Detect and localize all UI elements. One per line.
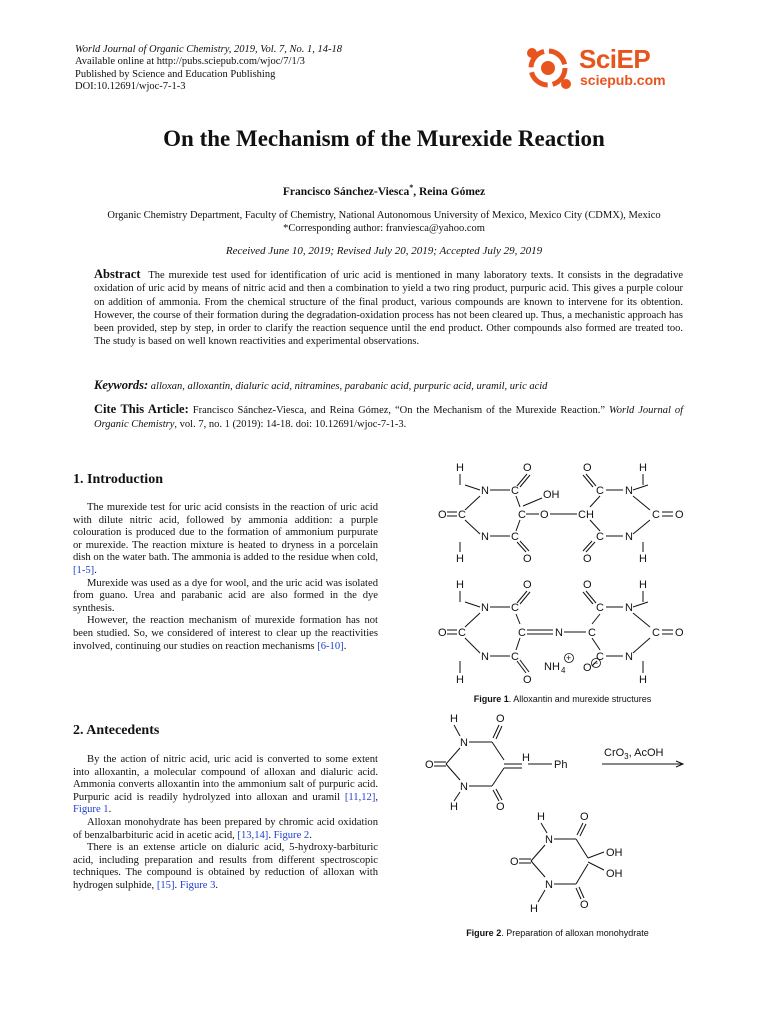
keywords-text: alloxan, alloxantin, dialuric acid, nitramines, parabanic acid, purpuric acid, uramil, uric acid bbox=[150, 381, 548, 392]
atom-label: O bbox=[425, 759, 434, 771]
keywords-label: Keywords: bbox=[94, 378, 149, 392]
section-2-heading: 2. Antecedents bbox=[73, 723, 160, 738]
publisher-line: Published by Science and Education Publishing bbox=[75, 68, 276, 80]
atom-label: O bbox=[583, 662, 592, 674]
atom-label: O bbox=[523, 553, 532, 565]
paragraph-text: Alloxan monohydrate has been prepared by chromic acid oxidation of benzalbarbituric acid in acetic acid, bbox=[73, 816, 378, 841]
atom-label: O bbox=[438, 627, 447, 639]
cite-label: Cite This Article: bbox=[94, 402, 189, 416]
abstract bbox=[94, 268, 683, 349]
atom-label: OH bbox=[606, 868, 623, 880]
reference-link[interactable]: [13,14] bbox=[237, 829, 269, 841]
logo-url[interactable]: sciepub.com bbox=[580, 72, 666, 88]
atom-label: OH bbox=[543, 489, 560, 501]
atom-label: H bbox=[456, 462, 464, 474]
atom-label: O bbox=[583, 553, 592, 565]
atom-label: N bbox=[460, 737, 468, 749]
cite-text-a: Francisco Sánchez-Viesca, and Reina Gómez, “On the Mechanism of the Murexide Reaction.” bbox=[192, 405, 606, 416]
caption-label: Figure 1 bbox=[473, 694, 509, 704]
atom-label: C bbox=[458, 509, 466, 521]
section-2-body bbox=[73, 754, 378, 893]
figure-2 bbox=[420, 712, 695, 927]
atom-label: H bbox=[456, 579, 464, 591]
atom-label: C bbox=[511, 531, 519, 543]
figure-link[interactable]: Figure 2 bbox=[273, 829, 310, 841]
affiliation: Organic Chemistry Department, Faculty of Chemistry, National Autonomous University of Mexico, Mexico City (CDMX), Mexico bbox=[107, 210, 661, 221]
caption-label: Figure 2 bbox=[466, 928, 502, 938]
paragraph-text: However, the reaction mechanism of murexide formation has not been studied. So, we considered of interest to clear up the reactivities involved, continuing our studies on reaction mechanisms bbox=[73, 615, 378, 652]
abstract-label: Abstract bbox=[94, 267, 141, 281]
reference-link[interactable]: [15] bbox=[156, 879, 175, 891]
phenyl-label: Ph bbox=[554, 759, 568, 771]
figure-1 bbox=[420, 458, 705, 688]
atom-label: C bbox=[518, 509, 526, 521]
atom-label: H bbox=[537, 811, 545, 823]
paragraph-end: . bbox=[215, 879, 219, 891]
paper-title: On the Mechanism of the Murexide Reaction bbox=[163, 126, 605, 151]
atom-label: N bbox=[481, 651, 489, 663]
cite-journal: World Journal of Organic Chemistry bbox=[94, 405, 684, 430]
atom-label: H bbox=[639, 579, 647, 591]
paragraph bbox=[73, 817, 378, 842]
paragraph: Murexide was used as a dye for wool, and the uric acid was isolated from guano. Urea and parabanic acid are also formed in the dye synthesis. bbox=[73, 577, 378, 614]
atom-label: H bbox=[639, 462, 647, 474]
doi-line[interactable]: DOI:10.12691/wjoc-7-1-3 bbox=[75, 81, 186, 93]
charge-minus: − bbox=[593, 658, 599, 668]
atom-label: H bbox=[530, 903, 538, 915]
atom-label: N bbox=[555, 627, 563, 639]
paragraph-end: . bbox=[309, 829, 312, 841]
section-1-body bbox=[73, 502, 378, 653]
atom-label: O bbox=[580, 811, 589, 823]
atom-label: N bbox=[481, 485, 489, 497]
atom-label: O bbox=[496, 801, 505, 813]
reagent-label: CrO$_3$, AcOH bbox=[604, 747, 664, 761]
journal-header bbox=[75, 44, 495, 94]
affiliation-block bbox=[0, 210, 768, 235]
atom-label: C bbox=[596, 602, 604, 614]
atom-label: H bbox=[639, 553, 647, 565]
journal-line: World Journal of Organic Chemistry, 2019, Vol. 7, No. 1, 14-18 bbox=[75, 44, 342, 55]
paragraph-end: . bbox=[94, 564, 97, 576]
figure-2-scheme bbox=[420, 712, 695, 927]
atom-label: H bbox=[456, 553, 464, 565]
atom-label: C bbox=[511, 485, 519, 497]
atom-label: O bbox=[523, 674, 532, 686]
atom-label: O bbox=[438, 509, 447, 521]
atom-label: C bbox=[511, 651, 519, 663]
atom-label: CH bbox=[578, 509, 594, 521]
dates: Received June 10, 2019; Revised July 20, 2019; Accepted July 29, 2019 bbox=[225, 245, 543, 257]
atom-label: C bbox=[518, 627, 526, 639]
sciep-logo[interactable] bbox=[522, 44, 692, 92]
author-separator: , bbox=[413, 185, 419, 198]
atom-label: O bbox=[523, 579, 532, 591]
atom-label: NH bbox=[544, 661, 560, 673]
figure-link[interactable]: Figure 3 bbox=[179, 879, 216, 891]
logo-name: SciEP bbox=[579, 44, 651, 74]
paragraph-end: . bbox=[108, 804, 112, 816]
atom-label: C bbox=[588, 627, 596, 639]
reference-link[interactable]: [6-10] bbox=[317, 640, 344, 652]
paragraph-text: By the action of nitric acid, uric acid is converted to some extent into alloxantin, a molecular compound of alloxan and dialuric acid. Ammonia converts alloxantin into the ammonium salt of purpuric acid. Purpuric acid is readily hydrolyzed into alloxan and uramil bbox=[73, 754, 378, 803]
cite-article bbox=[94, 402, 683, 432]
author-2: Reina Gómez bbox=[419, 185, 486, 198]
figure-link[interactable]: Figure 1 bbox=[73, 804, 109, 816]
atom-label: C bbox=[652, 627, 660, 639]
atom-label: O bbox=[583, 462, 592, 474]
subscript: 4 bbox=[561, 666, 566, 675]
atom-label: O bbox=[523, 462, 532, 474]
atom-label: C bbox=[596, 485, 604, 497]
charge-plus: + bbox=[566, 653, 572, 663]
reference-link[interactable]: [1-5] bbox=[73, 564, 95, 576]
cite-text-b: , vol. 7, no. 1 (2019): 14-18. doi: 10.12691/wjoc-7-1-3. bbox=[174, 419, 407, 430]
atom-label: H bbox=[450, 801, 458, 813]
atom-label: C bbox=[652, 509, 660, 521]
paragraph bbox=[73, 842, 378, 892]
separator: , bbox=[375, 791, 378, 803]
atom-label: H bbox=[639, 674, 647, 686]
atom-label: O bbox=[675, 509, 684, 521]
figure-1-caption bbox=[420, 694, 705, 704]
atom-label: O bbox=[510, 856, 519, 868]
caption-text: . Alloxantin and murexide structures bbox=[508, 694, 652, 704]
atom-label: C bbox=[596, 531, 604, 543]
atom-label: N bbox=[545, 879, 553, 891]
reference-link[interactable]: [11,12] bbox=[344, 791, 376, 803]
atom-label: N bbox=[625, 531, 633, 543]
authors bbox=[0, 183, 768, 198]
caption-text: . Preparation of alloxan monohydrate bbox=[501, 928, 649, 938]
corresponding-mark: * bbox=[409, 183, 414, 192]
atom-label: N bbox=[625, 651, 633, 663]
atom-label: OH bbox=[606, 847, 623, 859]
atom-label: C bbox=[596, 651, 604, 663]
sciep-logo-icon bbox=[522, 44, 574, 92]
atom-label: C bbox=[511, 602, 519, 614]
atom-label: O bbox=[496, 713, 505, 725]
available-line[interactable]: Available online at http://pubs.sciepub.com/wjoc/7/1/3 bbox=[75, 56, 305, 68]
atom-label: H bbox=[450, 713, 458, 725]
atom-label: C bbox=[458, 627, 466, 639]
paragraph-text: There is an extense article on dialuric acid, 5-hydroxy-barbituric acid, including preparation and results from different spectroscopic techniques. The compound is obtained by reduction of alloxan with hydrogen sulphide, bbox=[73, 842, 378, 891]
paragraph bbox=[73, 502, 378, 578]
atom-label: O bbox=[580, 899, 589, 911]
paragraph bbox=[73, 754, 378, 817]
atom-label: N bbox=[625, 485, 633, 497]
paragraph bbox=[73, 615, 378, 653]
figure-2-caption bbox=[420, 928, 695, 938]
atom-label: O bbox=[540, 509, 549, 521]
author-1: Francisco Sánchez-Viesca bbox=[282, 185, 410, 198]
atom-label: H bbox=[456, 674, 464, 686]
atom-label: N bbox=[481, 602, 489, 614]
paragraph-end: . bbox=[343, 640, 347, 652]
section-1-heading: 1. Introduction bbox=[73, 472, 163, 487]
atom-label: O bbox=[583, 579, 592, 591]
separator: . bbox=[268, 829, 274, 841]
atom-label: N bbox=[481, 531, 489, 543]
abstract-text: The murexide test used for identification of uric acid is mentioned in many laboratory texts. It consists in the degradative oxidation of uric acid by means of nitric acid and then a combination to yield a two ring product, purpuric acid. This gives a purple colour on addition of ammonia. From the chemical structure of the final product, various compounds are known to intervene for its obtention. However, the course of their formation during the degradation-oxidation process has not been cleared up. Thus, a mechanistic approach has been provided, step by step, in order to clarify the reaction sequence until the end product. Other compounds also formed are treated too. The study is based on well known reactivities and experimental observations. bbox=[94, 270, 683, 348]
atom-label: N bbox=[545, 834, 553, 846]
corresponding-author: *Corresponding author: franviesca@yahoo.com bbox=[283, 222, 485, 234]
figure-1-structures bbox=[420, 458, 705, 688]
atom-label: O bbox=[675, 627, 684, 639]
paragraph-text: The murexide test for uric acid consists in the reaction of uric acid with dilute nitric acid, followed by ammonia addition: a purple colouration is produced due to the formation of ammonium purpurate or murexide. The reaction mixture is heated to dryness in a porcelain dish on the water bath. The ammonia is added to the residue when cold, bbox=[73, 502, 378, 564]
keywords bbox=[94, 378, 683, 393]
atom-label: N bbox=[625, 602, 633, 614]
separator: . bbox=[174, 879, 180, 891]
atom-label: H bbox=[522, 752, 530, 764]
atom-label: N bbox=[460, 781, 468, 793]
